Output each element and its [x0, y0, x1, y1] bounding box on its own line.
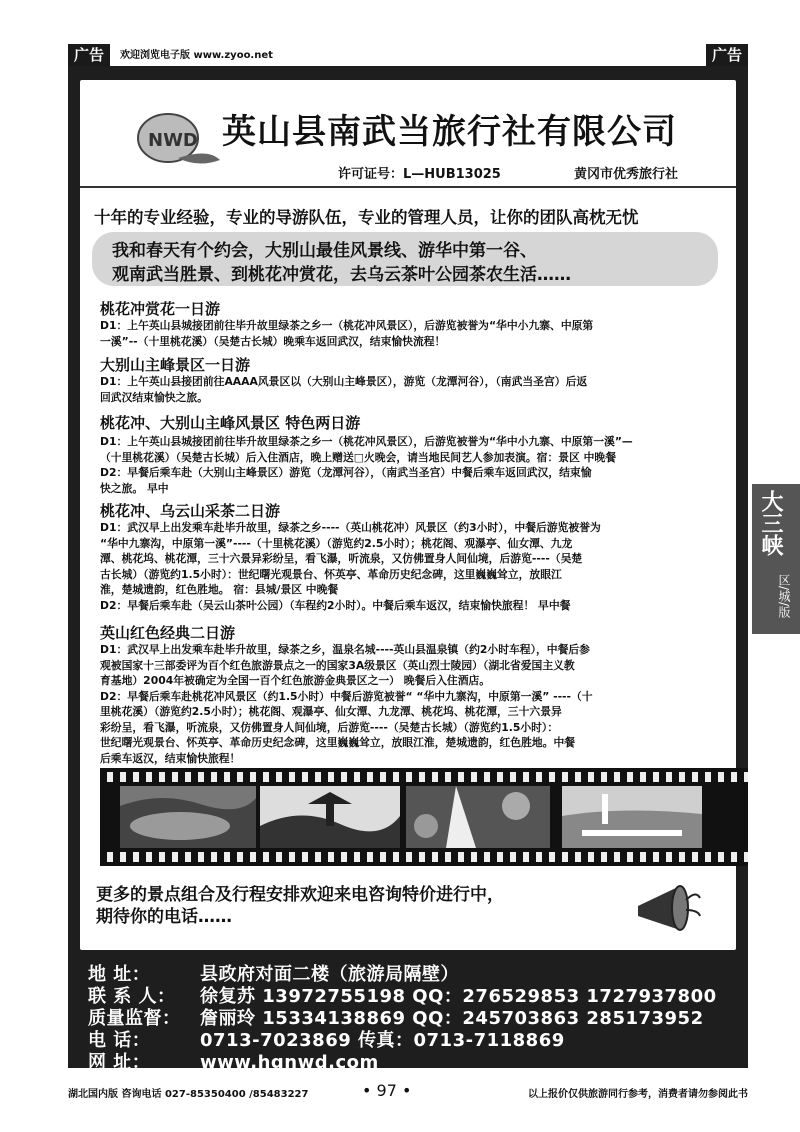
tour-description	[100, 520, 726, 613]
tour-line: D1：武汉早上出发乘车赴毕升故里，绿茶之乡----（英山桃花冲）风景区（约3小时），中餐后游览被誉为	[100, 521, 601, 534]
page-number: • 97 •	[362, 1081, 412, 1100]
scenery-photo	[120, 786, 256, 848]
address-label: 地 址：	[88, 964, 151, 985]
website-row	[88, 1048, 379, 1074]
tour-line: 育基地）2004年被确定为全国一百个红色旅游金典景区之一） 晚餐后入住酒店。	[100, 674, 491, 687]
tagline-line-1: 我和春天有个约会，大别山最佳风景线、游华中第一谷、	[112, 241, 537, 261]
region-side-tab	[752, 484, 800, 634]
tour-line: D2：早餐后乘车赴（大别山主峰景区）游览（龙潭河谷），（南武当圣宫）中餐后乘车返回武汉，结束愉	[100, 466, 592, 479]
contact-person-value: 徐复苏 13972755198 QQ：276529853 1727937800	[200, 986, 717, 1007]
award-text: 黄冈市优秀旅行社	[574, 167, 679, 182]
company-logo-icon	[128, 108, 224, 172]
tour-line: D2：早餐后乘车赴桃花冲风景区（约1.5小时）中餐后游览被誉“ “华中九寨沟，中原第一溪” ----（十	[100, 689, 593, 703]
tour-line: 快之旅。 早中	[100, 481, 169, 495]
tour-description	[100, 374, 726, 405]
tour-line: 后乘车返汉，结束愉快旅程！	[100, 751, 241, 765]
film-perforation	[100, 772, 748, 782]
website-url-text: 欢迎浏览电子版 www.zyoo.net	[120, 50, 273, 61]
slogan: 十年的专业经验，专业的导游队伍，专业的管理人员，让你的团队高枕无忧	[94, 208, 639, 227]
tour-line: 淮，楚城遗韵，红色胜地。 宿：县城/景区 中晚餐	[100, 583, 339, 596]
tour-line: D1：武汉早上出发乘车赴毕升故里，绿茶之乡，温泉名城----英山县温泉镇（约2小时车程），中餐后参	[100, 643, 590, 656]
more-info-line-1: 更多的景点组合及行程安排欢迎来电咨询特价进行中，	[96, 885, 504, 905]
tour-line: 世纪曙光观景台、怀英亭、革命历史纪念碑，这里巍巍耸立，放眼江淮，楚城遗韵，红色胜地。中餐	[100, 736, 576, 749]
phone-label: 电 话：	[88, 1030, 151, 1051]
tour-line: “华中九寨沟，中原第一溪”----（十里桃花溪）（游览约2.5小时）；桃花阁、观瀑亭、仙女潭、九龙	[100, 536, 573, 550]
tour-line: 古长城）（游览约1.5小时）：世纪曙光观景台、怀英亭、革命历史纪念碑，这里巍巍耸立，放眼江	[100, 567, 562, 581]
tour-line: D1：上午英山县城接团前往毕升故里绿茶之乡一（桃花冲风景区），后游览被誉为“华中小九寨、中原第一溪”—	[100, 435, 633, 448]
address-value: 县政府对面二楼（旅游局隔壁）	[200, 964, 459, 985]
tour-description	[100, 318, 726, 349]
more-info-text	[96, 884, 504, 928]
tour-title: 大别山主峰景区一日游	[100, 356, 251, 374]
megaphone-icon	[630, 880, 702, 944]
tour-line: D2：早餐后乘车赴（吴云山茶叶公园）（车程约2小时）。中餐后乘车返汉，结束愉快旅程！ 早中餐	[100, 598, 571, 612]
tour-description	[100, 642, 726, 766]
footer-edition: 湖北国内版 咨询电话 027-85350400 /85483227	[68, 1089, 309, 1100]
tour-title: 桃花冲赏花一日游	[100, 300, 221, 318]
svg-text:NWD: NWD	[148, 130, 198, 151]
contact-person-label: 联 系 人：	[88, 986, 176, 1007]
tour-description	[100, 434, 726, 496]
website-label: 网 址：	[88, 1052, 151, 1073]
tagline-line-2: 观南武当胜景、到桃花冲赏花，去乌云茶叶公园茶农生活……	[112, 265, 571, 285]
tour-title: 英山红色经典二日游	[100, 624, 236, 642]
more-info-line-2: 期待你的电话……	[96, 907, 232, 927]
ad-tag-left: 广告	[68, 44, 110, 66]
tour-line: D1：上午英山县接团前往AAAA风景区以（大别山主峰景区），游览（龙潭河谷），（南武当圣宫）后返	[100, 375, 588, 388]
pavilion-photo	[260, 786, 400, 848]
footer-disclaimer: 以上报价仅供旅游同行参考，消费者请勿参阅此书	[528, 1089, 748, 1100]
phone-value: 0713-7023869 传真：0713-7118869	[200, 1030, 565, 1051]
tour-line: 里桃花溪）（游览约2.5小时）；桃花阁、观瀑亭、仙女潭、九龙潭、桃花坞、桃花潭，三十六景异	[100, 705, 562, 718]
website-value: www.hgnwd.com	[200, 1052, 379, 1073]
film-perforation	[100, 852, 748, 862]
ad-tag-right: 广告	[706, 44, 748, 66]
side-tab-title: 大三峡	[758, 490, 783, 556]
supervisor-value: 詹丽玲 15334138869 QQ：245703863 285173952	[200, 1008, 704, 1029]
license-number: 许可证号：L—HUB13025	[338, 167, 501, 182]
side-tab-subtitle: 区/城/版	[777, 574, 791, 619]
tour-line: D1：上午英山县城接团前往毕升故里绿茶之乡一（桃花冲风景区），后游览被誉为“华中小九寨、中原第	[100, 319, 594, 332]
photo-film-strip	[100, 768, 748, 866]
company-name: 英山县南武当旅行社有限公司	[222, 112, 677, 152]
waterfall-photo	[406, 786, 550, 848]
tour-title: 桃花冲、乌云山采茶二日游	[100, 502, 281, 520]
tour-line: 回武汉结束愉快之旅。	[100, 390, 208, 404]
divider	[80, 186, 736, 188]
tour-line: 观被国家十三部委评为百个红色旅游景点之一的国家3A级景区（英山烈士陵园）（湖北省爱国主义教	[100, 658, 575, 672]
tour-line: 潭、桃花坞、桃花潭，三十六景异彩纷呈，看飞瀑，听流泉，又仿佛置身人间仙境，后游览----（吴楚	[100, 552, 583, 565]
tour-line: （十里桃花溪）（吴楚古长城）后入住酒店，晚上赠送□火晚会，请当地民间艺人参加表演。宿：景区 中晚餐	[100, 450, 617, 464]
tour-title: 桃花冲、大别山主峰风景区 特色两日游	[100, 414, 361, 432]
supervisor-label: 质量监督：	[88, 1008, 181, 1029]
tour-line: 彩纷呈，看飞瀑，听流泉，又仿佛置身人间仙境，后游览----（吴楚古长城）（游览约1.5小时）：	[100, 720, 559, 734]
memorial-photo	[562, 786, 702, 848]
tour-line: 一溪”--（十里桃花溪）（吴楚古长城）晚乘车返回武汉，结束愉快流程！	[100, 334, 446, 348]
